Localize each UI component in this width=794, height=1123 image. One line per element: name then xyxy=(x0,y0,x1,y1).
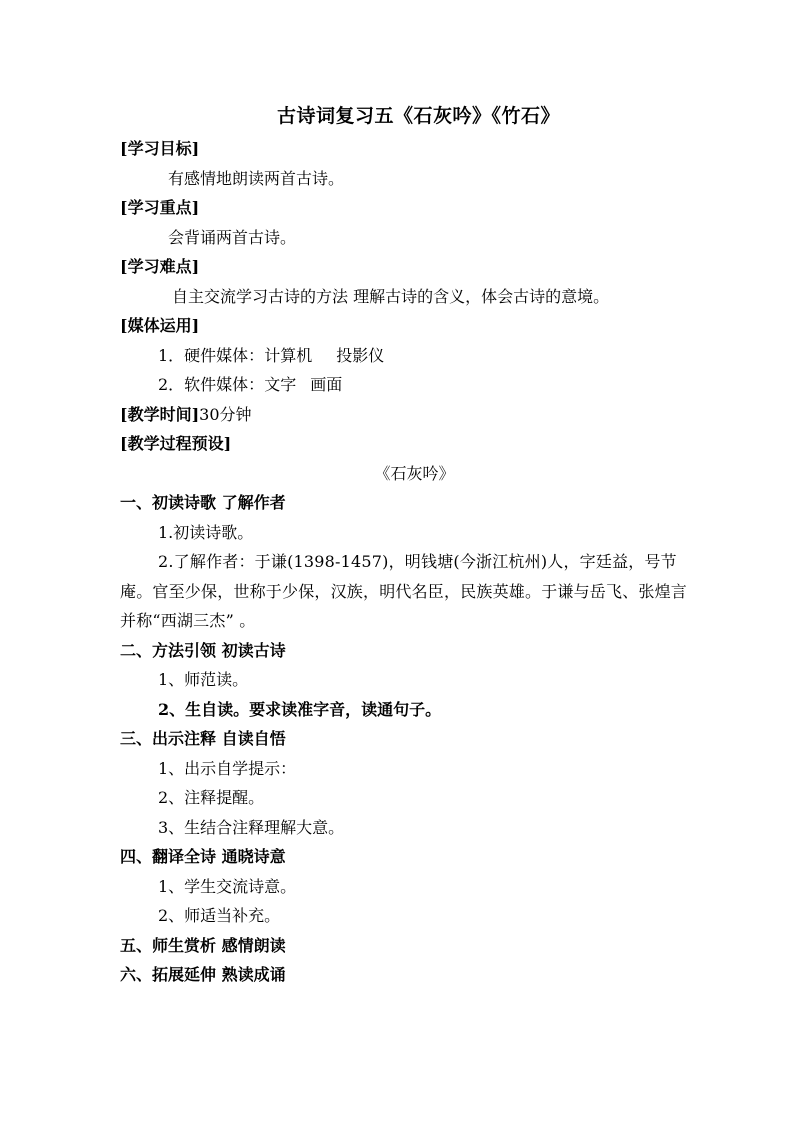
step-item-emphasis: 2、生自读。要求读准字音，读通句子。 xyxy=(158,699,442,719)
step-item: 2、注释提醒。 xyxy=(158,788,265,807)
learning-difficulty-text: 自主交流学习古诗的方法 理解古诗的含义，体会古诗的意境。 xyxy=(172,286,610,306)
media-item xyxy=(120,370,695,400)
media-item xyxy=(120,341,695,371)
heading-media-use: [媒体运用] xyxy=(120,316,200,335)
learning-focus-text: 会背诵两首古诗。 xyxy=(168,227,297,247)
step-heading: 二、方法引领 初读古诗 xyxy=(120,640,286,660)
teaching-time-value: 30分钟 xyxy=(199,404,252,424)
heading-teaching-time: [教学时间] xyxy=(120,404,200,424)
step-heading: 六、拓展延伸 熟读成诵 xyxy=(120,965,286,984)
media-item-value: 画面 xyxy=(310,375,343,394)
step-heading: 一、初读诗歌 了解作者 xyxy=(120,493,286,512)
step-item: 3、生结合注释理解大意。 xyxy=(158,817,345,837)
step-item: 1、师范读。 xyxy=(158,670,249,689)
step-item: 1.初读诗歌。 xyxy=(158,522,254,542)
document-body xyxy=(120,101,695,990)
poem-title: 《石灰吟》 xyxy=(374,463,455,483)
step-item: 2、师适当补充。 xyxy=(158,906,281,925)
heading-learning-focus: [学习重点] xyxy=(120,198,200,217)
heading-learning-goal: [学习目标] xyxy=(120,139,200,158)
learning-goal-text: 有感情地朗读两首古诗。 xyxy=(168,168,345,188)
teaching-time-line xyxy=(120,400,695,430)
step-item: 1、出示自学提示： xyxy=(158,758,297,778)
step-item: 1、学生交流诗意。 xyxy=(158,876,297,896)
step-heading: 四、翻译全诗 通晓诗意 xyxy=(120,847,286,866)
step-heading: 五、师生赏析 感情朗读 xyxy=(120,935,286,955)
author-intro-paragraph: 2.了解作者：于谦(1398-1457)，明钱塘(今浙江杭州)人，字廷益，号节庵。官至少保，世称于少保，汉族，明代名臣，民族英雄。于谦与岳飞、张煌言并称“西湖三杰” 。 xyxy=(120,552,688,630)
media-item-value: 计算机 xyxy=(264,345,313,365)
media-item-value: 文字 xyxy=(264,375,297,394)
heading-teaching-process: [教学过程预设] xyxy=(120,434,232,453)
media-item-label: 1．硬件媒体： xyxy=(158,345,265,365)
media-item-value: 投影仪 xyxy=(336,345,385,365)
media-item-label: 2．软件媒体： xyxy=(158,375,265,394)
document-title: 古诗词复习五《石灰吟》《竹石》 xyxy=(276,105,560,127)
heading-learning-difficulty: [学习难点] xyxy=(120,257,200,276)
step-heading: 三、出示注释 自读自悟 xyxy=(120,729,286,748)
